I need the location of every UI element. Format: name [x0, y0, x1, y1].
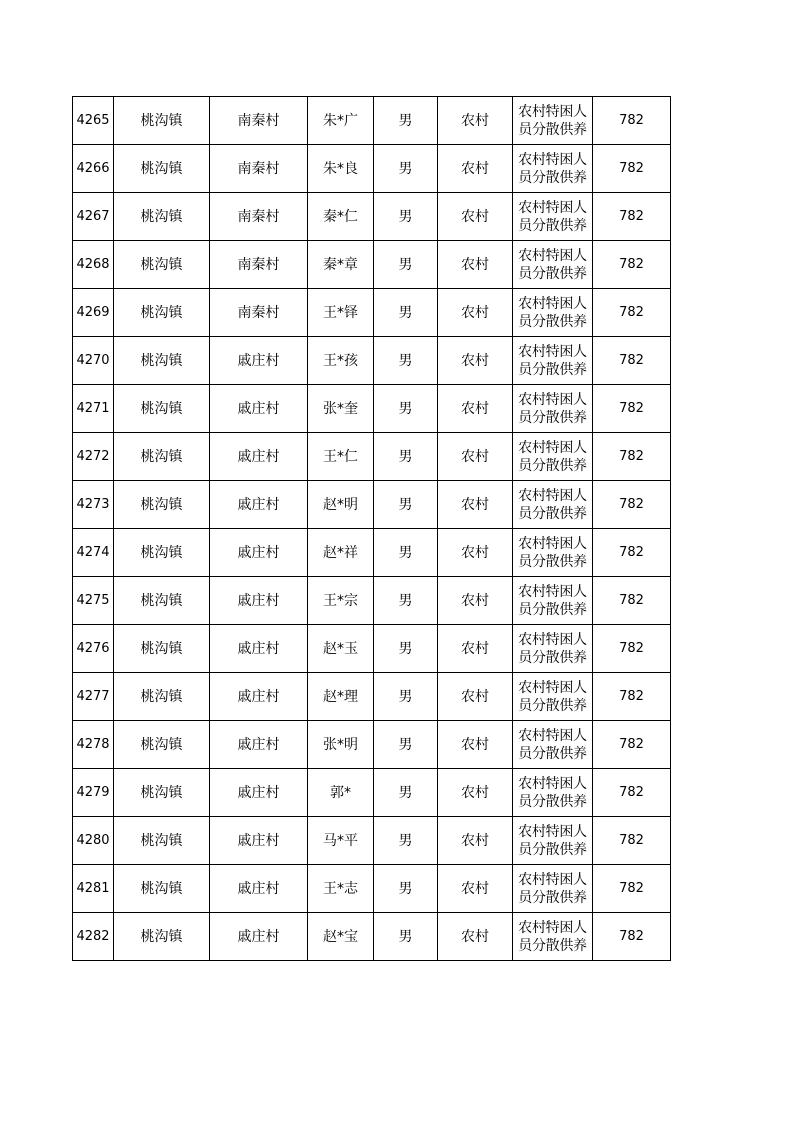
support-category-cell: 农村特困人员分散供养: [513, 817, 593, 865]
gender-cell: 男: [374, 577, 438, 625]
table-row: [73, 625, 671, 673]
table-row: [73, 529, 671, 577]
village-cell: 戚庄村: [210, 865, 308, 913]
row-number-cell: 4278: [73, 721, 114, 769]
area-type-cell: 农村: [438, 529, 513, 577]
row-number-cell: 4273: [73, 481, 114, 529]
support-category-cell: 农村特困人员分散供养: [513, 241, 593, 289]
amount-cell: 782: [593, 673, 671, 721]
table-row: [73, 289, 671, 337]
amount-cell: 782: [593, 337, 671, 385]
table-row: [73, 337, 671, 385]
area-type-cell: 农村: [438, 865, 513, 913]
row-number-cell: 4265: [73, 97, 114, 145]
person-name-cell: 赵*理: [308, 673, 374, 721]
row-number-cell: 4277: [73, 673, 114, 721]
gender-cell: 男: [374, 337, 438, 385]
village-cell: 南秦村: [210, 193, 308, 241]
town-cell: 桃沟镇: [114, 577, 210, 625]
gender-cell: 男: [374, 673, 438, 721]
support-category-cell: 农村特困人员分散供养: [513, 913, 593, 961]
amount-cell: 782: [593, 769, 671, 817]
amount-cell: 782: [593, 865, 671, 913]
village-cell: 戚庄村: [210, 433, 308, 481]
gender-cell: 男: [374, 529, 438, 577]
gender-cell: 男: [374, 97, 438, 145]
amount-cell: 782: [593, 289, 671, 337]
row-number-cell: 4279: [73, 769, 114, 817]
town-cell: 桃沟镇: [114, 913, 210, 961]
village-cell: 南秦村: [210, 97, 308, 145]
table-row: [73, 97, 671, 145]
area-type-cell: 农村: [438, 289, 513, 337]
town-cell: 桃沟镇: [114, 241, 210, 289]
support-category-cell: 农村特困人员分散供养: [513, 625, 593, 673]
person-name-cell: 马*平: [308, 817, 374, 865]
table-body: [73, 97, 671, 961]
row-number-cell: 4275: [73, 577, 114, 625]
village-cell: 戚庄村: [210, 337, 308, 385]
village-cell: 戚庄村: [210, 721, 308, 769]
beneficiary-table: [72, 96, 671, 961]
gender-cell: 男: [374, 433, 438, 481]
gender-cell: 男: [374, 625, 438, 673]
area-type-cell: 农村: [438, 673, 513, 721]
village-cell: 戚庄村: [210, 817, 308, 865]
area-type-cell: 农村: [438, 481, 513, 529]
row-number-cell: 4281: [73, 865, 114, 913]
person-name-cell: 张*奎: [308, 385, 374, 433]
town-cell: 桃沟镇: [114, 289, 210, 337]
person-name-cell: 王*志: [308, 865, 374, 913]
village-cell: 戚庄村: [210, 577, 308, 625]
person-name-cell: 张*明: [308, 721, 374, 769]
village-cell: 南秦村: [210, 145, 308, 193]
village-cell: 戚庄村: [210, 625, 308, 673]
row-number-cell: 4280: [73, 817, 114, 865]
gender-cell: 男: [374, 385, 438, 433]
support-category-cell: 农村特困人员分散供养: [513, 529, 593, 577]
amount-cell: 782: [593, 145, 671, 193]
person-name-cell: 秦*章: [308, 241, 374, 289]
town-cell: 桃沟镇: [114, 769, 210, 817]
town-cell: 桃沟镇: [114, 481, 210, 529]
village-cell: 南秦村: [210, 241, 308, 289]
amount-cell: 782: [593, 241, 671, 289]
support-category-cell: 农村特困人员分散供养: [513, 577, 593, 625]
support-category-cell: 农村特困人员分散供养: [513, 673, 593, 721]
row-number-cell: 4270: [73, 337, 114, 385]
town-cell: 桃沟镇: [114, 337, 210, 385]
support-category-cell: 农村特困人员分散供养: [513, 433, 593, 481]
amount-cell: 782: [593, 913, 671, 961]
amount-cell: 782: [593, 625, 671, 673]
support-category-cell: 农村特困人员分散供养: [513, 289, 593, 337]
support-category-cell: 农村特困人员分散供养: [513, 97, 593, 145]
gender-cell: 男: [374, 289, 438, 337]
gender-cell: 男: [374, 769, 438, 817]
area-type-cell: 农村: [438, 433, 513, 481]
gender-cell: 男: [374, 817, 438, 865]
gender-cell: 男: [374, 241, 438, 289]
gender-cell: 男: [374, 481, 438, 529]
person-name-cell: 赵*明: [308, 481, 374, 529]
town-cell: 桃沟镇: [114, 193, 210, 241]
person-name-cell: 郭*: [308, 769, 374, 817]
amount-cell: 782: [593, 385, 671, 433]
town-cell: 桃沟镇: [114, 145, 210, 193]
village-cell: 戚庄村: [210, 481, 308, 529]
person-name-cell: 王*宗: [308, 577, 374, 625]
support-category-cell: 农村特困人员分散供养: [513, 865, 593, 913]
gender-cell: 男: [374, 913, 438, 961]
village-cell: 戚庄村: [210, 913, 308, 961]
table-row: [73, 913, 671, 961]
village-cell: 戚庄村: [210, 769, 308, 817]
town-cell: 桃沟镇: [114, 673, 210, 721]
row-number-cell: 4276: [73, 625, 114, 673]
person-name-cell: 赵*玉: [308, 625, 374, 673]
area-type-cell: 农村: [438, 145, 513, 193]
amount-cell: 782: [593, 481, 671, 529]
row-number-cell: 4269: [73, 289, 114, 337]
table-row: [73, 145, 671, 193]
table-row: [73, 481, 671, 529]
person-name-cell: 王*铎: [308, 289, 374, 337]
area-type-cell: 农村: [438, 721, 513, 769]
amount-cell: 782: [593, 721, 671, 769]
gender-cell: 男: [374, 721, 438, 769]
amount-cell: 782: [593, 97, 671, 145]
town-cell: 桃沟镇: [114, 817, 210, 865]
area-type-cell: 农村: [438, 385, 513, 433]
support-category-cell: 农村特困人员分散供养: [513, 385, 593, 433]
area-type-cell: 农村: [438, 577, 513, 625]
support-category-cell: 农村特困人员分散供养: [513, 481, 593, 529]
area-type-cell: 农村: [438, 625, 513, 673]
support-category-cell: 农村特困人员分散供养: [513, 145, 593, 193]
row-number-cell: 4282: [73, 913, 114, 961]
town-cell: 桃沟镇: [114, 385, 210, 433]
table-row: [73, 577, 671, 625]
row-number-cell: 4272: [73, 433, 114, 481]
area-type-cell: 农村: [438, 913, 513, 961]
row-number-cell: 4267: [73, 193, 114, 241]
row-number-cell: 4268: [73, 241, 114, 289]
support-category-cell: 农村特困人员分散供养: [513, 769, 593, 817]
gender-cell: 男: [374, 865, 438, 913]
town-cell: 桃沟镇: [114, 529, 210, 577]
village-cell: 南秦村: [210, 289, 308, 337]
area-type-cell: 农村: [438, 337, 513, 385]
person-name-cell: 王*孩: [308, 337, 374, 385]
area-type-cell: 农村: [438, 193, 513, 241]
table-row: [73, 673, 671, 721]
town-cell: 桃沟镇: [114, 433, 210, 481]
person-name-cell: 王*仁: [308, 433, 374, 481]
person-name-cell: 朱*广: [308, 97, 374, 145]
table-row: [73, 193, 671, 241]
amount-cell: 782: [593, 817, 671, 865]
village-cell: 戚庄村: [210, 529, 308, 577]
area-type-cell: 农村: [438, 97, 513, 145]
village-cell: 戚庄村: [210, 673, 308, 721]
town-cell: 桃沟镇: [114, 97, 210, 145]
table-row: [73, 721, 671, 769]
table-row: [73, 817, 671, 865]
amount-cell: 782: [593, 577, 671, 625]
village-cell: 戚庄村: [210, 385, 308, 433]
person-name-cell: 朱*良: [308, 145, 374, 193]
table-row: [73, 241, 671, 289]
support-category-cell: 农村特困人员分散供养: [513, 337, 593, 385]
support-category-cell: 农村特困人员分散供养: [513, 193, 593, 241]
table-row: [73, 865, 671, 913]
town-cell: 桃沟镇: [114, 721, 210, 769]
gender-cell: 男: [374, 193, 438, 241]
table-row: [73, 385, 671, 433]
table-row: [73, 433, 671, 481]
area-type-cell: 农村: [438, 241, 513, 289]
person-name-cell: 秦*仁: [308, 193, 374, 241]
town-cell: 桃沟镇: [114, 865, 210, 913]
area-type-cell: 农村: [438, 769, 513, 817]
row-number-cell: 4266: [73, 145, 114, 193]
town-cell: 桃沟镇: [114, 625, 210, 673]
support-category-cell: 农村特困人员分散供养: [513, 721, 593, 769]
amount-cell: 782: [593, 433, 671, 481]
row-number-cell: 4274: [73, 529, 114, 577]
gender-cell: 男: [374, 145, 438, 193]
amount-cell: 782: [593, 529, 671, 577]
person-name-cell: 赵*祥: [308, 529, 374, 577]
row-number-cell: 4271: [73, 385, 114, 433]
amount-cell: 782: [593, 193, 671, 241]
table-row: [73, 769, 671, 817]
person-name-cell: 赵*宝: [308, 913, 374, 961]
area-type-cell: 农村: [438, 817, 513, 865]
